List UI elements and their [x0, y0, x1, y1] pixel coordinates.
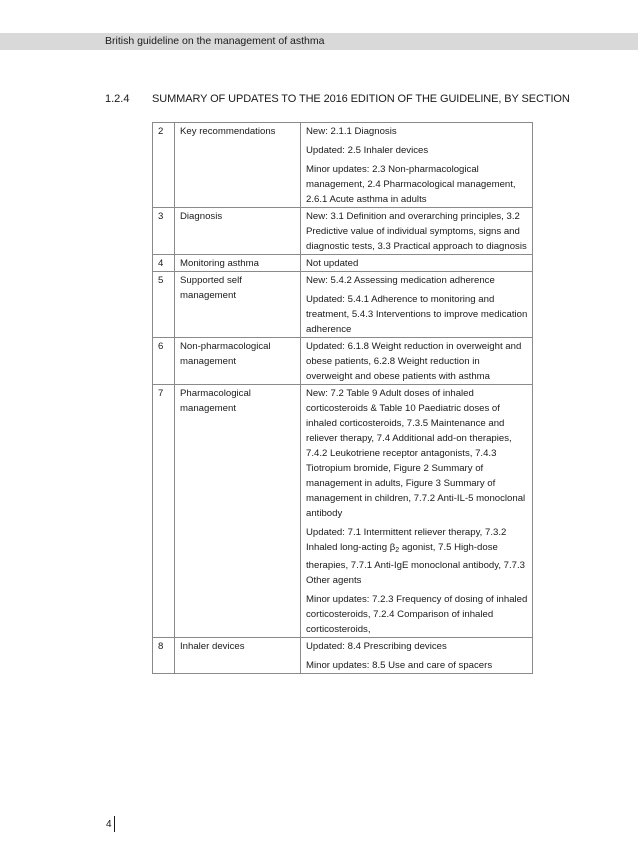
- section-num-cell: 6: [153, 338, 175, 385]
- updates-table: [152, 122, 533, 674]
- section-name-cell: Non-pharmacological management: [175, 338, 301, 385]
- subscript-text: 2: [395, 547, 400, 554]
- table-row: [153, 255, 533, 272]
- section-name-cell: Supported self management: [175, 272, 301, 338]
- updates-cell: [301, 272, 533, 338]
- section-num-cell: 5: [153, 272, 175, 338]
- update-line: New: 3.1 Definition and overarching principles, 3.2 Predictive value of individual symptoms, signs and diagnostic tests, 3.3 Practical approach to diagnosis: [306, 211, 527, 252]
- update-line: Not updated: [306, 258, 359, 269]
- section-number: 1.2.4: [105, 93, 130, 105]
- section-name-cell: Key recommendations: [175, 123, 301, 208]
- updates-cell: [301, 385, 533, 638]
- update-line: Updated: 8.4 Prescribing devices: [306, 641, 447, 652]
- updates-cell: [301, 208, 533, 255]
- section-num-cell: 2: [153, 123, 175, 208]
- section-name-cell: Pharmacological management: [175, 385, 301, 638]
- section-num-cell: 3: [153, 208, 175, 255]
- update-line: Updated: 2.5 Inhaler devices: [306, 145, 429, 156]
- section-title: SUMMARY OF UPDATES TO THE 2016 EDITION OF THE GUIDELINE, BY SECTION: [152, 93, 570, 105]
- page-number-rule: [114, 816, 115, 832]
- section-name-cell: Inhaler devices: [175, 638, 301, 674]
- table-row: [153, 385, 533, 638]
- table-row: [153, 338, 533, 385]
- update-text: Updated: 7.1 Intermittent reliever therapy, 7.3.2 Inhaled long-acting β: [306, 527, 507, 553]
- updates-cell: [301, 338, 533, 385]
- update-line: Minor updates: 8.5 Use and care of spacers: [306, 660, 493, 671]
- page-number: 4: [106, 819, 112, 830]
- update-line: New: 2.1.1 Diagnosis: [306, 126, 397, 137]
- section-num-cell: 7: [153, 385, 175, 638]
- update-text: agonist, 7.5 High-dose therapies, 7.7.1 Anti-IgE monoclonal antibody, 7.7.3 Other agents: [306, 542, 526, 586]
- section-num-cell: 4: [153, 255, 175, 272]
- table-row: [153, 638, 533, 674]
- updates-cell: [301, 638, 533, 674]
- update-line: Updated: 6.1.8 Weight reduction in overweight and obese patients, 6.2.8 Weight reduction in overweight and obese patients with asthma: [306, 341, 522, 382]
- update-line: New: 5.4.2 Assessing medication adherence: [306, 275, 495, 286]
- section-name-cell: Monitoring asthma: [175, 255, 301, 272]
- updates-cell: [301, 255, 533, 272]
- table-row: [153, 272, 533, 338]
- section-name-cell: Diagnosis: [175, 208, 301, 255]
- update-line: New: 7.2 Table 9 Adult doses of inhaled corticosteroids & Table 10 Paediatric doses of inhaled corticosteroids, 7.3.5 Maintenance and reliever therapy, 7.4 Additional add-on therapies, 7.4.2 Leukotriene receptor antagonists, 7.4.3 Tiotropium bromide, Figure 2 Summary of management in adults, Figure 3 Summary of management in children, 7.7.2 Anti-IL-5 monoclonal antibody: [306, 388, 526, 519]
- update-line: Minor updates: 2.3 Non-pharmacological management, 2.4 Pharmacological management, 2.6.1 Acute asthma in adults: [306, 164, 516, 205]
- update-line: Updated: 5.4.1 Adherence to monitoring and treatment, 5.4.3 Interventions to improve medication adherence: [306, 294, 528, 335]
- table-row: [153, 123, 533, 208]
- table-row: [153, 208, 533, 255]
- updates-cell: [301, 123, 533, 208]
- update-line-with-subscript: [306, 525, 528, 588]
- running-header: British guideline on the management of asthma: [105, 35, 325, 47]
- section-num-cell: 8: [153, 638, 175, 674]
- update-line: Minor updates: 7.2.3 Frequency of dosing of inhaled corticosteroids, 7.2.4 Comparison of inhaled corticosteroids,: [306, 594, 528, 635]
